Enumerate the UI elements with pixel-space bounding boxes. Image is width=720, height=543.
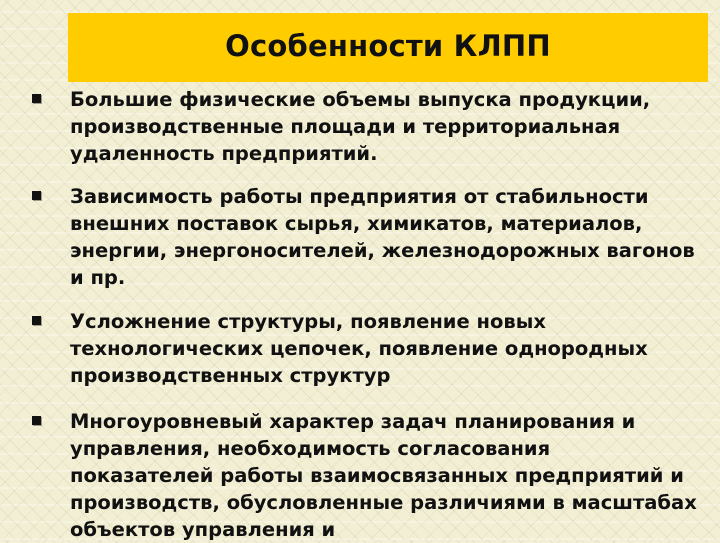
bullet-item	[30, 86, 700, 167]
square-bullet-icon	[32, 191, 41, 200]
square-bullet-icon	[32, 94, 41, 103]
bullet-text: Многоуровневый характер задач планирования и управления, необходимость согласования показателей работы взаимосвязанных предприятий и производств, обусловленные различиями в масштабах объектов управления и	[70, 410, 697, 541]
title-bar	[68, 13, 708, 82]
slide-title: Особенности КЛПП	[225, 28, 551, 63]
bullet-list	[30, 86, 700, 543]
bullet-item	[30, 408, 700, 543]
bullet-item	[30, 308, 700, 389]
square-bullet-icon	[32, 316, 41, 325]
bullet-text: Усложнение структуры, появление новых технологических цепочек, появление однородных производственных структур	[70, 310, 648, 387]
bullet-item	[30, 183, 700, 291]
bullet-text: Зависимость работы предприятия от стабильности внешних поставок сырья, химикатов, материалов, энергии, энергоносителей, железнодорожных вагонов и пр.	[70, 185, 695, 289]
square-bullet-icon	[32, 416, 41, 425]
bullet-text: Большие физические объемы выпуска продукции, производственные площади и территориальная удаленность предприятий.	[70, 88, 651, 165]
